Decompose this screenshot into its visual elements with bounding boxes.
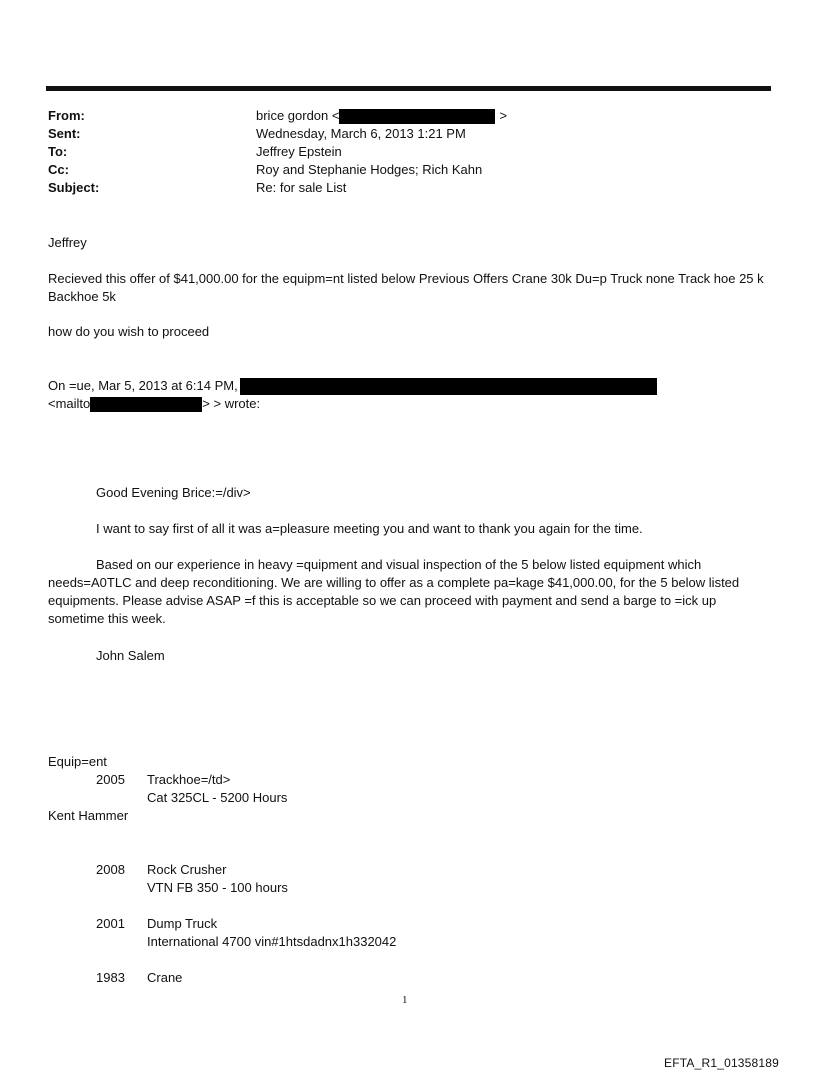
- quoted-signature: John Salem: [96, 648, 165, 663]
- quote-intro-line-1: [48, 377, 773, 395]
- equipment-name: Dump Truck: [147, 916, 218, 931]
- sent-value: Wednesday, March 6, 2013 1:21 PM: [256, 126, 466, 141]
- quote-intro-line-2: [48, 395, 773, 413]
- equipment-name: Crane: [147, 970, 183, 985]
- redaction-bar: [339, 109, 495, 124]
- equipment-detail: International 4700 vin#1htsdadnx1h332042: [147, 934, 397, 949]
- equipment-name: Trackhoe=/td>: [147, 772, 231, 787]
- kent-hammer: Kent Hammer: [48, 808, 129, 823]
- equipment-year: 1983: [96, 970, 125, 985]
- sent-label: Sent:: [48, 126, 81, 141]
- cc-label: Cc:: [48, 162, 69, 177]
- document-id: EFTA_R1_01358189: [664, 1056, 780, 1070]
- greeting: Jeffrey: [48, 235, 87, 250]
- body-paragraph-1: Recieved this offer of $41,000.00 for the equipm=nt listed below Previous Offers Crane 30k Du=p Truck none Track hoe 25 k Backhoe 5k: [48, 271, 764, 304]
- quoted-paragraph-1: I want to say first of all it was a=pleasure meeting you and want to thank you again for the time.: [96, 521, 643, 536]
- quoted-paragraph-2: Based on our experience in heavy =quipment and visual inspection of the 5 below listed equipment which needs=A0TLC and deep reconditioning. We are willing to offer as a complete pa=kage $41,000.00, for the 5 below listed equipments. Please advise ASAP =f this is acceptable so we can proceed with payment and send a barge to =ick up sometime this week.: [48, 557, 740, 626]
- quoted-greeting: Good Evening Brice:=/div>: [96, 485, 251, 500]
- to-value: Jeffrey Epstein: [256, 144, 342, 159]
- from-name: brice gordon <: [256, 108, 340, 123]
- to-label: To:: [48, 144, 68, 159]
- equipment-year: 2008: [96, 862, 125, 877]
- equipment-name: Rock Crusher: [147, 862, 227, 877]
- redaction-bar: [90, 397, 202, 412]
- cc-value: Roy and Stephanie Hodges; Rich Kahn: [256, 162, 483, 177]
- body-paragraph-2: how do you wish to proceed: [48, 324, 210, 339]
- subject-label: Subject:: [48, 180, 100, 195]
- from-value: [256, 107, 507, 125]
- equipment-detail: VTN FB 350 - 100 hours: [147, 880, 288, 895]
- equipment-detail: Cat 325CL - 5200 Hours: [147, 790, 288, 805]
- redaction-bar: [240, 378, 657, 395]
- mailto-prefix: <mailto: [48, 396, 91, 411]
- equipment-year: 2005: [96, 772, 125, 787]
- subject-value: Re: for sale List: [256, 180, 347, 195]
- quote-date: On =ue, Mar 5, 2013 at 6:14 PM,: [48, 378, 238, 393]
- mailto-suffix: > > wrote:: [202, 396, 261, 411]
- from-label: From:: [48, 108, 85, 123]
- equipment-heading: Equip=ent: [48, 754, 107, 769]
- page-number: 1: [402, 994, 408, 1006]
- equipment-year: 2001: [96, 916, 125, 931]
- from-suffix: >: [499, 108, 508, 123]
- header-rule: [46, 86, 771, 91]
